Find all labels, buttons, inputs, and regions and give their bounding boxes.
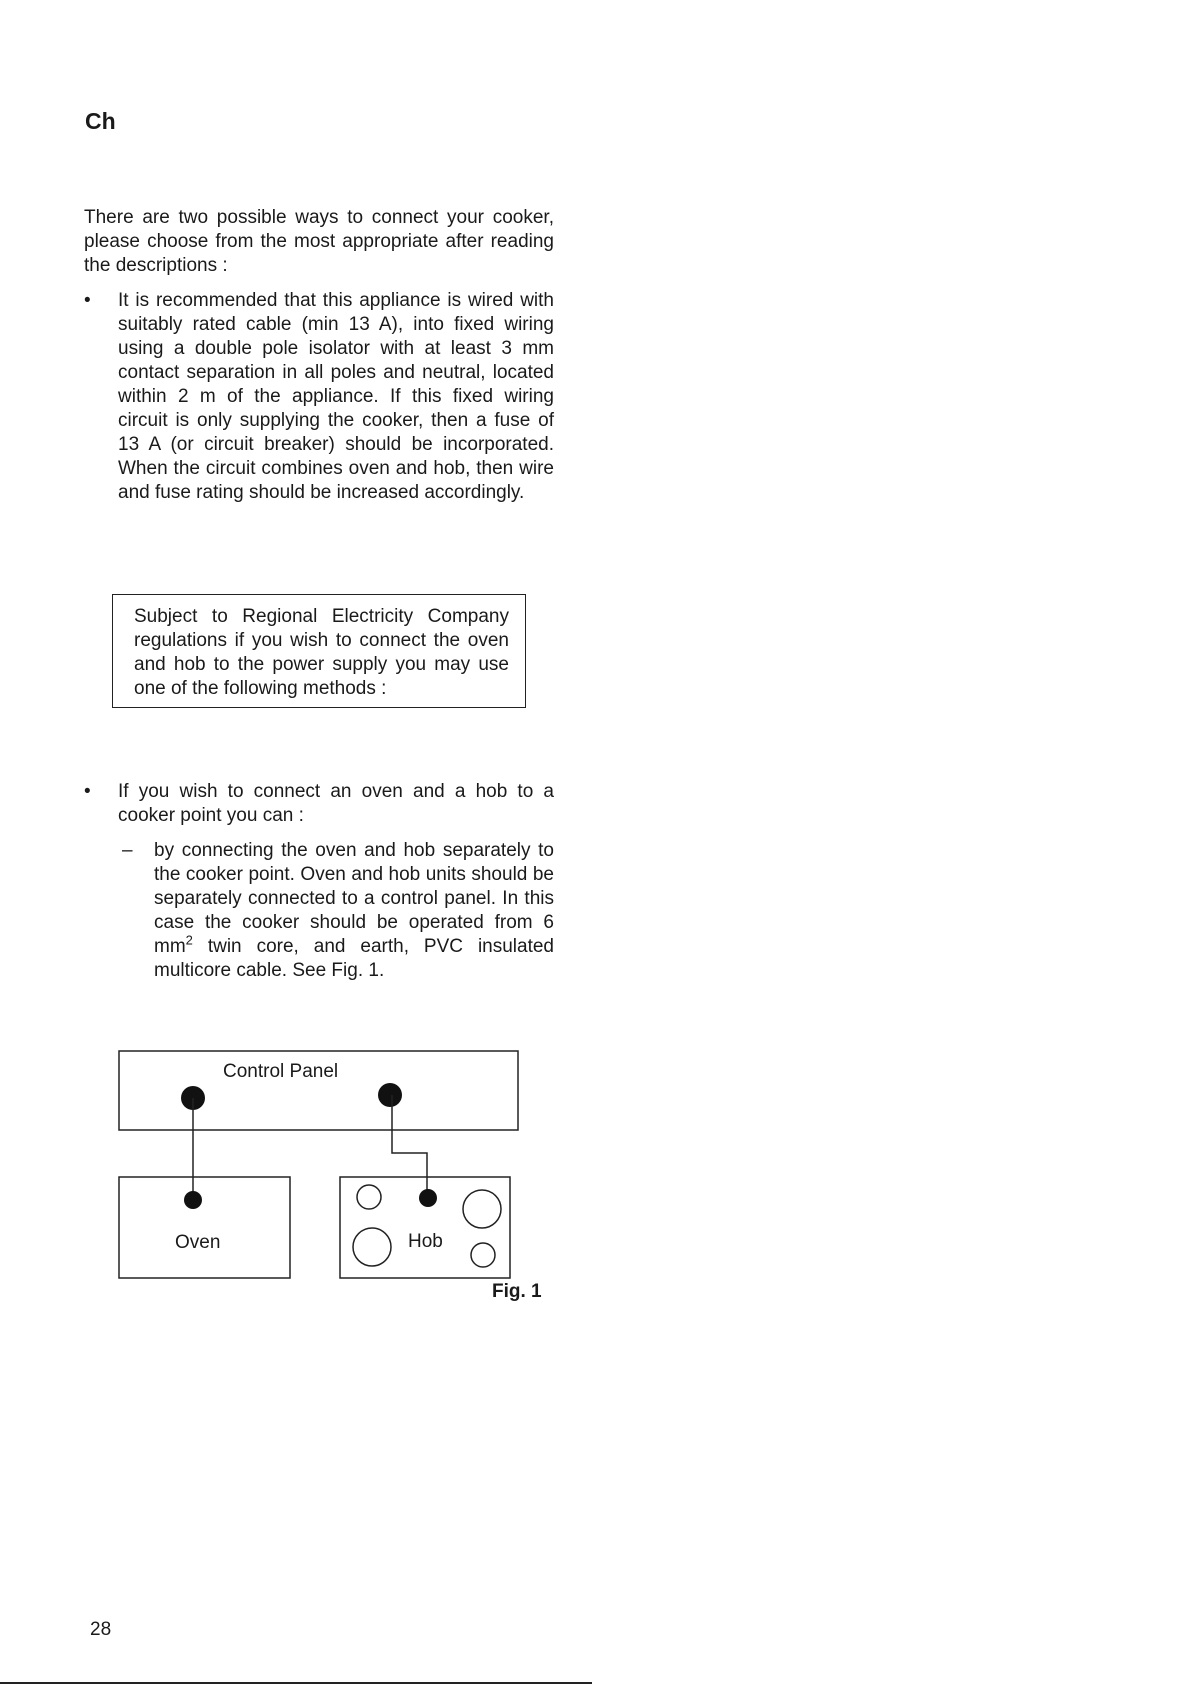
list-item-text: If you wish to connect an oven and a hob to a cooker point you can : bbox=[118, 781, 554, 826]
hob-label: Hob bbox=[408, 1231, 443, 1252]
sub-list-item bbox=[118, 839, 554, 983]
control-terminal-right bbox=[378, 1083, 402, 1107]
control-terminal-left bbox=[181, 1086, 205, 1110]
footer-rule bbox=[0, 1682, 592, 1684]
list-item bbox=[84, 780, 554, 828]
bullet-marker: • bbox=[84, 781, 91, 802]
hob-burner-large-top-right bbox=[463, 1190, 501, 1228]
oven-label: Oven bbox=[175, 1232, 221, 1253]
page-number: 28 bbox=[90, 1619, 112, 1640]
sub-text-after: twin core, and earth, PVC insulated multicore cable. See Fig. 1. bbox=[154, 936, 554, 981]
note-box bbox=[112, 594, 526, 708]
hob-burner-small-bottom-right bbox=[471, 1243, 495, 1267]
hob-burner-small-top-left bbox=[357, 1185, 381, 1209]
dash-marker: – bbox=[122, 840, 133, 861]
note-box-text: Subject to Regional Electricity Company regulations if you wish to connect the oven and hob to the power supply you may use one of the following methods : bbox=[134, 606, 509, 699]
hob-terminal bbox=[419, 1189, 437, 1207]
sub-list-item-text bbox=[154, 839, 554, 983]
control-panel-label: Control Panel bbox=[223, 1061, 339, 1082]
sub-text-before: by connecting the oven and hob separately to the cooker point. Oven and hob units should be separately connected to a control panel. In this case the cooker should be operated from 6 mm bbox=[154, 840, 554, 957]
hob-burner-large-bottom-left bbox=[353, 1228, 391, 1266]
oven-box bbox=[119, 1177, 290, 1278]
list-item-text: It is recommended that this appliance is wired with suitably rated cable (min 13 A), into fixed wiring using a double pole isolator with at least 3 mm contact separation in all poles and neutral, located within 2 m of the appliance. If this fixed wiring circuit is only supplying the cooker, then a fuse of 13 A (or circuit breaker) should be incorporated. When the circuit combines oven and hob, then wire and fuse rating should be increased accordingly. bbox=[118, 290, 554, 503]
figure-caption: Fig. 1 bbox=[492, 1281, 542, 1302]
page-heading: Ch bbox=[85, 108, 116, 134]
control-panel-box bbox=[119, 1051, 518, 1130]
hob-box bbox=[340, 1177, 510, 1278]
superscript: 2 bbox=[185, 932, 193, 948]
bullet-marker: • bbox=[84, 290, 91, 311]
list-item bbox=[84, 289, 554, 505]
oven-terminal bbox=[184, 1191, 202, 1209]
hob-cable bbox=[392, 1095, 427, 1195]
intro-paragraph: There are two possible ways to connect your cooker, please choose from the most appropriate after reading the descriptions : bbox=[84, 207, 554, 276]
